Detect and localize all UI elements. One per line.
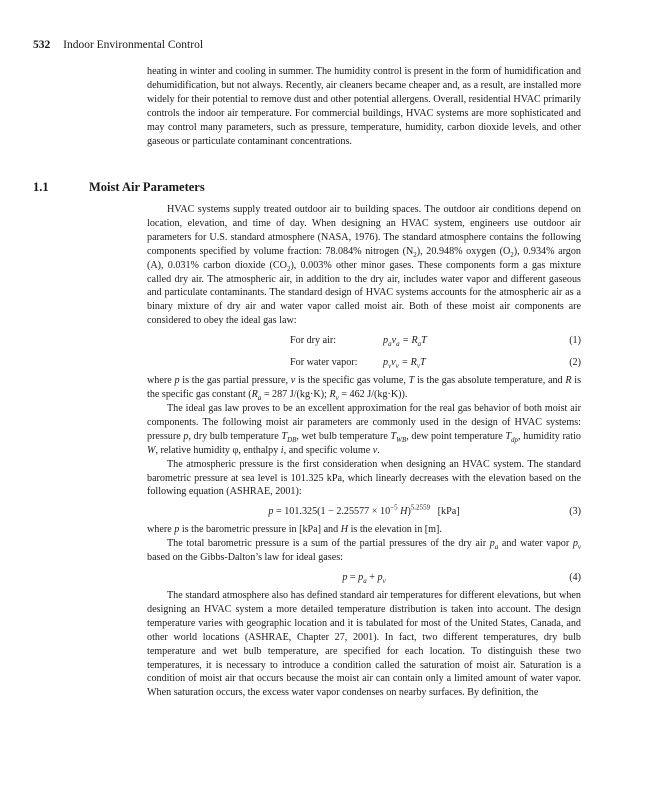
running-title: Indoor Environmental Control <box>63 39 204 51</box>
equation-4 <box>147 569 581 587</box>
equation-3-formula: $p = 101.325(1 - 2.25577 \times 10^{-5}$ H)$^{5.2559}$ [kPa] <box>268 503 460 518</box>
paragraph-standard-atmosphere: HVAC systems supply treated outdoor air to building spaces. The outdoor air conditions depend on location, elevation, and time of day. When designing an HVAC system, engineers use outdoor air parameters for U.S. standard atmosphere (NASA, 1976). The standard atmosphere contains the following components specified by volume fraction: 78.084% nitrogen $(N_2)$, 20.948% oxygen $(O_2)$, 0.934% argon (A), 0.031% carbon dioxide $(CO_2)$, 0.003% other minor gases. These components form a gas mixture called dry air. The atmospheric air, in addition to the dry air, includes water vapor and different gaseous and particulate contaminants. The standard design of HVAC systems accounts for the atmospheric air as a binary mixture of dry air and water vapor called moist air. Both of these moist air components are considered to obey the ideal gas law: <box>147 204 582 327</box>
paragraph-symbols: where p is the gas partial pressure, v is the specific gas volume, T is the gas absolute temperature, and R is the specific gas constant ($R_a = 287$ J/(kg·K); $R_v = 462$ J/(kg·K)). <box>147 375 582 403</box>
paragraph-moist-air-parameters: The ideal gas law proves to be an excellent approximation for the real gas behavior of both moist air components. The following moist air parameters are commonly used in the design of HVAC systems: pressure p, dry bulb temperature $T_{DB}$, wet bulb temperature $T_{WB}$, dew point temperature $T_{dp}$, humidity ratio W, relative humidity φ, enthalpy i, and specific volume v. <box>147 402 581 456</box>
section-heading <box>33 180 205 195</box>
equation-1-label: For dry air: <box>290 335 337 347</box>
equation-1 <box>147 332 581 350</box>
equation-1-formula: $p_av_a = R_aT$ <box>383 335 427 349</box>
intro-paragraph: heating in winter and cooling in summer. The humidity control is present in the form of humidification and dehumidification, but not always. Recently, air cleaners became cheaper and, as a result, are installed more widely for their potential to remove dust and other potential allergens. Overall, residential HVAC primarily controls the indoor air temperature. For commercial buildings, HVAC systems are more sophisticated and may control many parameters, such as pressure, temperature, humidity, carbon dioxide levels, and other gaseous or particulate contaminant concentrations. <box>147 66 581 147</box>
equation-1-number: (1) <box>569 335 581 347</box>
running-header <box>33 39 203 51</box>
section-number: 1.1 <box>33 180 49 194</box>
page-number: 532 <box>33 39 51 51</box>
paragraph-atmospheric-pressure: The atmospheric pressure is the first consideration when designing an HVAC system. The standard barometric pressure at sea level is 101.325 kPa, which linearly decreases with the elevation based on the following equation (ASHRAE, 2001): <box>147 458 581 498</box>
section-body <box>147 203 581 700</box>
section-title: Moist Air Parameters <box>89 180 205 194</box>
intro-block <box>147 65 581 148</box>
equation-3 <box>147 503 581 521</box>
equation-2-number: (2) <box>569 357 581 369</box>
paragraph-design-temperature: The standard atmosphere also has defined standard air temperatures for different elevations, but when designing an HVAC system a more detailed temperature distribution is taken into account. The design temperature varies with geographic location and it is tabulated for most of the United States, Canada, and other world locations (ASHRAE, Chapter 27, 2001). In fact, two different temperatures, dry bulb temperature and wet bulb temperature, are specified for each location. To distinguish these two temperatures, it is necessary to introduce a condition called the saturation of moist air. Saturation is a condition of moist air that occurs because the moist air can contain only a limited amount of water vapor. When saturation occurs, the excess water vapor condenses on nearby surfaces. By definition, the <box>147 590 581 699</box>
equation-2-label: For water vapor: <box>290 357 358 369</box>
equation-2-formula: $p_vv_v = R_vT$ <box>383 357 426 371</box>
equation-2 <box>147 354 581 372</box>
equation-3-number: (3) <box>569 506 581 518</box>
equation-4-formula: $p = p_a + p_v$ <box>342 572 386 586</box>
paragraph-gibbs-dalton: The total barometric pressure is a sum of the partial pressures of the dry air $p_a$ and water vapor $p_v$ based on the Gibbs-Dalton’s law for ideal gases: <box>147 538 581 564</box>
equation-4-number: (4) <box>569 572 581 584</box>
paragraph-barometric-definition: where p is the barometric pressure in [kPa] and H is the elevation in [m]. <box>147 524 442 536</box>
